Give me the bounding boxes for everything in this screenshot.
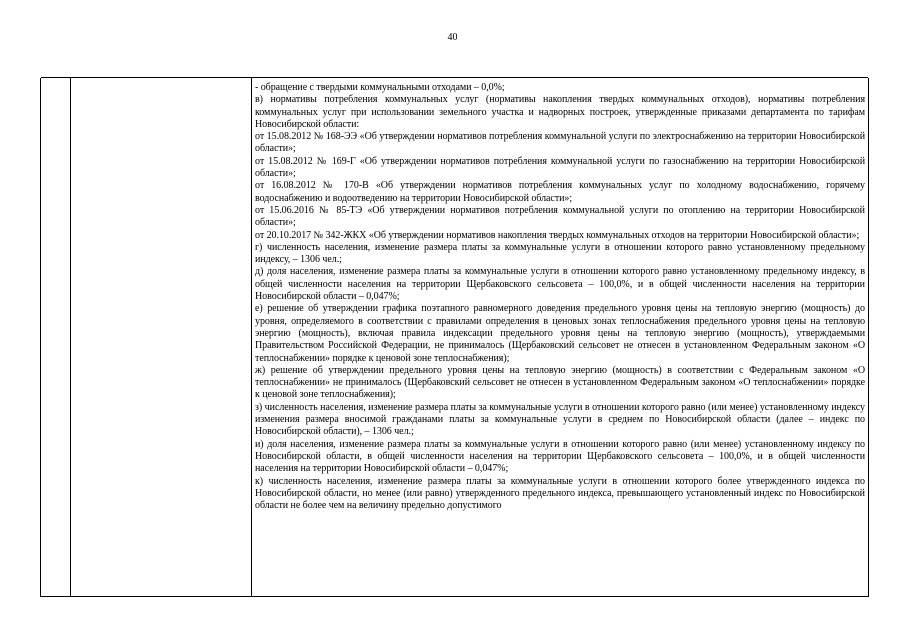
document-table xyxy=(41,77,868,597)
paragraph-order-342: от 20.10.2017 № 342-ЖКХ «Об утверждении нормативов накопления твердых коммунальных отходов на территории Новосибирской области»; xyxy=(255,229,860,241)
table-border-right xyxy=(868,78,869,597)
table-column-divider-2 xyxy=(251,78,252,597)
paragraph-g-population: г) численность населения, изменение размера платы за коммунальные услуги в отношении которого равно установленному предельному индексу, – 1306 чел.; xyxy=(255,241,865,266)
table-column-divider-1 xyxy=(70,78,71,597)
paragraph-k-population-above-index: к) численность населения, изменение размера платы за коммунальные услуги в отношении которого более утвержденного индекса по Новосибирской области, но менее (или равно) утвержденного предельного индекса, превышающего установленный индекс по Новосибирской области не более чем на величину предельно допустимого xyxy=(255,475,865,512)
paragraph-waste-share: - обращение с твердыми коммунальными отходами – 0,0%; xyxy=(255,82,505,93)
paragraph-order-168: от 15.08.2012 № 168-ЭЭ «Об утверждении нормативов потребления коммунальной услуги по электроснабжению на территории Новосибирской области»; xyxy=(255,131,865,155)
paragraph-i-population-share-index: и) доля населения, изменение размера платы за коммунальные услуги в отношении которого равно (или менее) установленному индексу по Новосибирской области, в общей численности населения на территории Щербаковского сельсовета – 100,0%, и в общей численности населения на территории Новосибирской области – 0,047%; xyxy=(255,438,865,475)
paragraph-v-norms: в) нормативы потребления коммунальных услуг (нормативы накопления твердых коммунальных отходов), нормативы потребления коммунальных услуг при использовании земельного участка и надворных построек, утвержденные приказами департамента по тарифам Новосибирской области: xyxy=(255,94,865,130)
table-border-left xyxy=(40,78,41,597)
table-text-cell xyxy=(255,82,865,512)
paragraph-order-169: от 15.08.2012 № 169-Г «Об утверждении нормативов потребления коммунальной услуги по газоснабжению на территории Новосибирской области»; xyxy=(255,155,865,180)
paragraph-order-170: от 16.08.2012 № 170-В «Об утверждении нормативов потребления коммунальных услуг по холодному водоснабжению, горячему водоснабжению и водоотведению на территории Новосибирской области»; xyxy=(255,180,865,204)
paragraph-order-85: от 15.06.2016 № 85-ТЭ «Об утверждении нормативов потребления коммунальной услуги по отоплению на территории Новосибирской области»; xyxy=(255,204,865,229)
paragraph-d-population-share: д) доля населения, изменение размера платы за коммунальные услуги в отношении которого равно установленному предельному индексу, в общей численности населения на территории Щербаковского сельсовета – 100,0%, и в общей численности населения на территории Новосибирской области – 0,047%; xyxy=(255,266,865,303)
paragraph-zh-heat-price: ж) решение об утверждении предельного уровня цены на тепловую энергию (мощность) в соответствии с Федеральным законом «О теплоснабжении» не принималось (Щербаковский сельсовет не отнесен в установленном Федеральным законом «О теплоснабжении» порядке к ценовой зоне теплоснабжения); xyxy=(255,364,865,401)
paragraph-e-heat-schedule: е) решение об утверждении графика поэтапного равномерного доведения предельного уровня цены на тепловую энергию (мощность) до уровня, определяемого в соответствии с правилами определения в ценовых зонах теплоснабжения предельного уровня цены на тепловую энергию (мощность), включая правила индексации предельного уровня цены на тепловую энергию (мощность), утверждаемыми Правительством Российской Федерации, не принималось (Щербаковский сельсовет не отнесен в установленном Федеральным законом «О теплоснабжении» порядке к ценовой зоне теплоснабжения); xyxy=(255,303,865,364)
paragraph-z-population-index: з) численность населения, изменение размера платы за коммунальные услуги в отношении которого равно (или менее) установленному индексу изменения размера вносимой гражданами платы за коммунальные услуги в среднем по Новосибирской области (далее – индекс по Новосибирской области), – 1306 чел.; xyxy=(255,401,865,438)
page-number: 40 xyxy=(447,32,458,43)
